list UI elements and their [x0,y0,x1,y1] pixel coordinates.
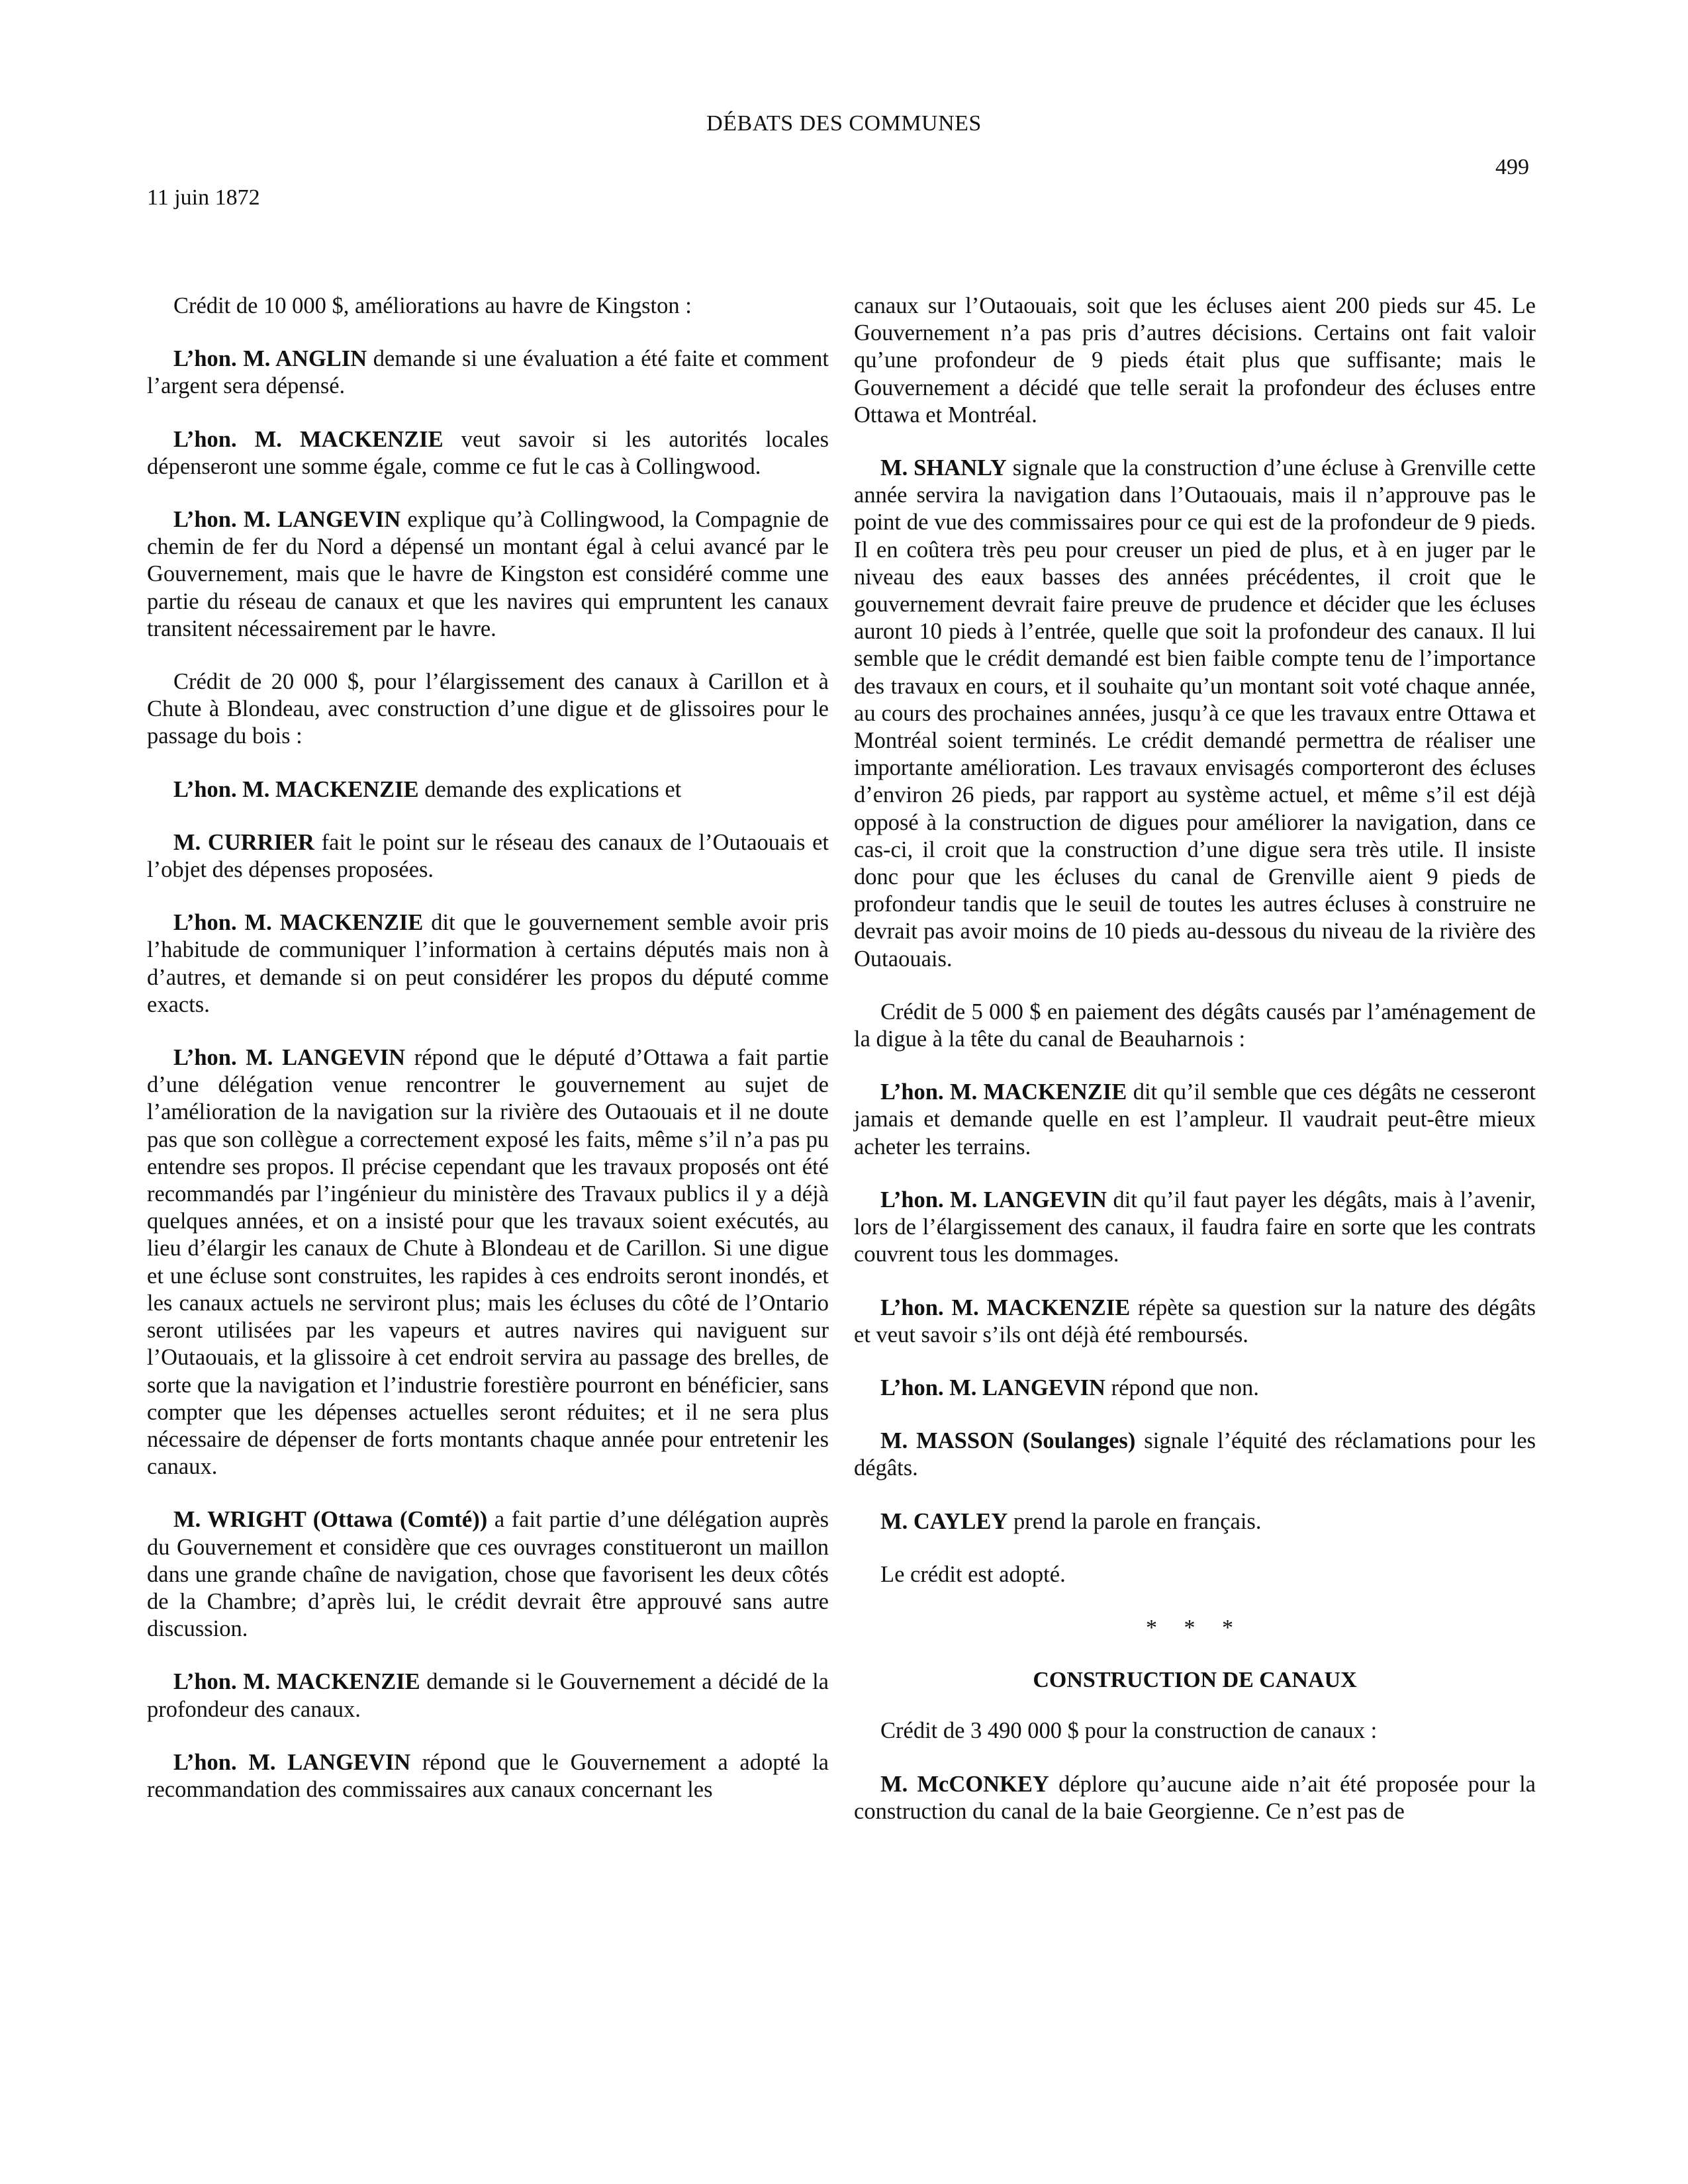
continued-paragraph: canaux sur l’Outaouais, soit que les écluses aient 200 pieds sur 45. Le Gouvernement n’a pas pris d’autres décisions. Certains ont fait valoir qu’une profondeur de 9 pieds était plus que suffisante; mais le Gouvernement a décidé que telle serait la profondeur des écluses entre Ottawa et Montréal. [854,293,1536,428]
speaker-name: M. SHANLY [880,455,1007,481]
paragraph [854,1561,1536,1588]
paragraph-text: prend la parole en français. [1008,1508,1262,1534]
paragraph-text: demande des explications et [418,776,682,802]
paragraph-text: répond que le député d’Ottawa a fait partie d’une délégation venue rencontrer le gouvernement au sujet de l’amélioration de la navigation sur la rivière des Outaouais et il ne doute pas que son collègue a correctement exposé les faits, même s’il n’a pas pu entendre ses propos. Il précise cependant que les travaux proposés ont été recommandés par l’ingénieur du ministère des Travaux publics il y a déjà quelques années, et on a insisté pour que les travaux soient exécutés, au lieu d’élargir les canaux de Chute à Blondeau et de Carillon. Si une digue et une écluse sont construites, les rapides à ces endroits seront inondés, et les canaux actuels ne serviront plus; mais les écluses du côté de l’Ontario seront utilisées par les vapeurs et autres navires qui naviguent sur l’Outaouais, et la glissoire à cet endroit servira au passage des brelles, de sorte que la navigation et l’industrie forestière pourront en bénéficier, sans compter que les dépenses actuelles seront réduites; et il ne sera plus nécessaire de dépenser de forts montants chaque année pour entretenir les canaux. [147,1045,829,1480]
section-heading: CONSTRUCTION DE CANAUX [1033,1668,1357,1693]
paragraph-text: Crédit de 20 000 $, pour l’élargissement des canaux à Carillon et à Chute à Blondeau, avec construction d’une digue et de glissoires pour le passage du bois : [147,669,829,749]
paragraph-text: Le crédit est adopté. [880,1561,1066,1587]
paragraph [147,668,829,751]
paragraph [147,1668,829,1723]
speaker-name: L’hon. M. LANGEVIN [173,1045,406,1071]
paragraph-text: Crédit de 10 000 $, améliorations au havre de Kingston : [173,293,692,318]
paragraph [147,293,829,320]
paragraph-text: répond que le Gouvernement a adopté la recommandation des commissaires aux canaux concernant les [147,1749,829,1802]
paragraph [854,1187,1536,1269]
speaker-name: L’hon. M. MACKENZIE [880,1295,1131,1320]
paragraph-text: demande si le Gouvernement a décidé de la profondeur des canaux. [147,1669,829,1722]
paragraph [147,829,829,884]
speaker-name: M. McCONKEY [880,1771,1049,1797]
paragraph [854,1508,1536,1535]
speaker-name: M. MASSON (Soulanges) [880,1428,1136,1454]
paragraph-text: signale l’équité des réclamations pour les dégâts. [854,1428,1536,1481]
speaker-name: M. CAYLEY [880,1508,1008,1534]
paragraph [147,345,829,400]
paragraph-text: répète sa question sur la nature des dégâts et veut savoir s’ils ont déjà été remboursés. [854,1295,1536,1347]
paragraph [854,1717,1536,1745]
paragraph [854,1428,1536,1482]
speaker-name: M. CURRIER [173,829,314,855]
paragraph-text: répond que non. [1105,1375,1259,1400]
paragraph [854,455,1536,973]
page-number: 499 [1495,155,1529,179]
paragraph-text: Crédit de 5 000 $ en paiement des dégâts causés par l’aménagement de la digue à la tête du canal de Beauharnois : [854,999,1536,1052]
paragraph-text: fait le point sur le réseau des canaux de l’Outaouais et l’objet des dépenses proposées. [147,829,829,883]
paragraph [854,1079,1536,1161]
speaker-name: L’hon. M. ANGLIN [173,346,367,372]
right-column [854,293,1536,1851]
paragraph [147,1749,829,1803]
section-separator: * * * [1146,1615,1244,1640]
paragraph [854,999,1536,1053]
speaker-name: L’hon. M. MACKENZIE [173,910,424,936]
speaker-name: L’hon. M. LANGEVIN [880,1375,1105,1400]
speaker-name: L’hon. M. LANGEVIN [173,1749,411,1775]
speaker-name: L’hon. M. LANGEVIN [173,507,401,533]
left-column [147,293,829,1829]
paragraph-text: dit que le gouvernement semble avoir pris l’habitude de communiquer l’information à certains députés mais non à d’autres, et demande si on peut considérer les propos du député comme exacts. [147,910,829,1017]
paragraph [147,776,829,803]
paragraph [854,1295,1536,1349]
paragraph-text: Crédit de 3 490 000 $ pour la construction de canaux : [880,1718,1378,1744]
speaker-name: L’hon. M. MACKENZIE [173,1669,420,1695]
running-head: DÉBATS DES COMMUNES [706,111,982,136]
paragraph-text: dit qu’il semble que ces dégâts ne cesseront jamais et demande quelle en est l’ampleur. Il vaudrait peut-être mieux acheter les terrains. [854,1079,1536,1160]
paragraph-text: dit qu’il faut payer les dégâts, mais à l’avenir, lors de l’élargissement des canaux, il faudra faire en sorte que les contrats couvrent tous les dommages. [854,1187,1536,1267]
paragraph-text: a fait partie d’une délégation auprès du Gouvernement et considère que ces ouvrages constitueront un maillon dans une grande chaîne de navigation, chose que favorisent les deux côtés de la Chambre; d’après lui, le crédit devrait être approuvé sans autre discussion. [147,1507,829,1642]
speaker-name: L’hon. M. MACKENZIE [173,776,419,802]
paragraph-text: demande si une évaluation a été faite et comment l’argent sera dépensé. [147,346,829,399]
paragraph [147,1044,829,1480]
speaker-name: L’hon. M. MACKENZIE [880,1079,1127,1105]
paragraph-text: veut savoir si les autorités locales dépenseront une somme égale, comme ce fut le cas à Collingwood. [147,426,829,479]
paragraph-text: explique qu’à Collingwood, la Compagnie de chemin de fer du Nord a dépensé un montant égal à celui avancé par le Gouvernement, mais que le havre de Kingston est considéré comme une partie du réseau de canaux et que les navires qui empruntent les canaux transitent nécessairement par le havre. [147,507,829,641]
paragraph [147,1506,829,1643]
paragraph [147,426,829,480]
paragraph-text: déplore qu’aucune aide n’ait été proposée pour la construction du canal de la baie Georgienne. Ce n’est pas de [854,1771,1536,1824]
paragraph [854,1771,1536,1825]
speaker-name: M. WRIGHT (Ottawa (Comté)) [173,1507,488,1533]
speaker-name: L’hon. M. LANGEVIN [880,1187,1107,1212]
paragraph [147,506,829,643]
paragraph [854,1375,1536,1402]
speaker-name: L’hon. M. MACKENZIE [173,426,444,452]
sitting-date: 11 juin 1872 [147,185,260,210]
paragraph [147,909,829,1019]
paragraph-text: signale que la construction d’une écluse à Grenville cette année servira la navigation dans l’Outaouais, mais il n’approuve pas le point de vue des commissaires pour ce qui est de la profondeur de 9 pieds. Il en coûtera très peu pour creuser un pied de plus, et à en juger par le niveau des eaux basses des années précédentes, il croit que le gouvernement devrait faire preuve de prudence et décider que les écluses auront 10 pieds à l’entrée, quelle que soit la profondeur des canaux. Il lui semble que le crédit demandé est bien faible compte tenu de l’importance des travaux en cours, et il souhaite qu’un montant soit voté chaque année, au cours des prochaines années, jusqu’à ce que les travaux entre Ottawa et Montréal soient terminés. Le crédit demandé permettra de réaliser une importante amélioration. Les travaux envisagés comporteront des écluses d’environ 26 pieds, par rapport au système actuel, et même s’il est déjà opposé à la construction de digues pour améliorer la navigation, dans ce cas-ci, il croit que la construction d’une digue sera très utile. Il insiste donc pour que les écluses du canal de Grenville aient 9 pieds de profondeur tandis que le seuil de toutes les autres écluses à construire ne devrait pas avoir moins de 10 pieds au-dessous du niveau de la rivière des Outaouais. [854,455,1536,972]
